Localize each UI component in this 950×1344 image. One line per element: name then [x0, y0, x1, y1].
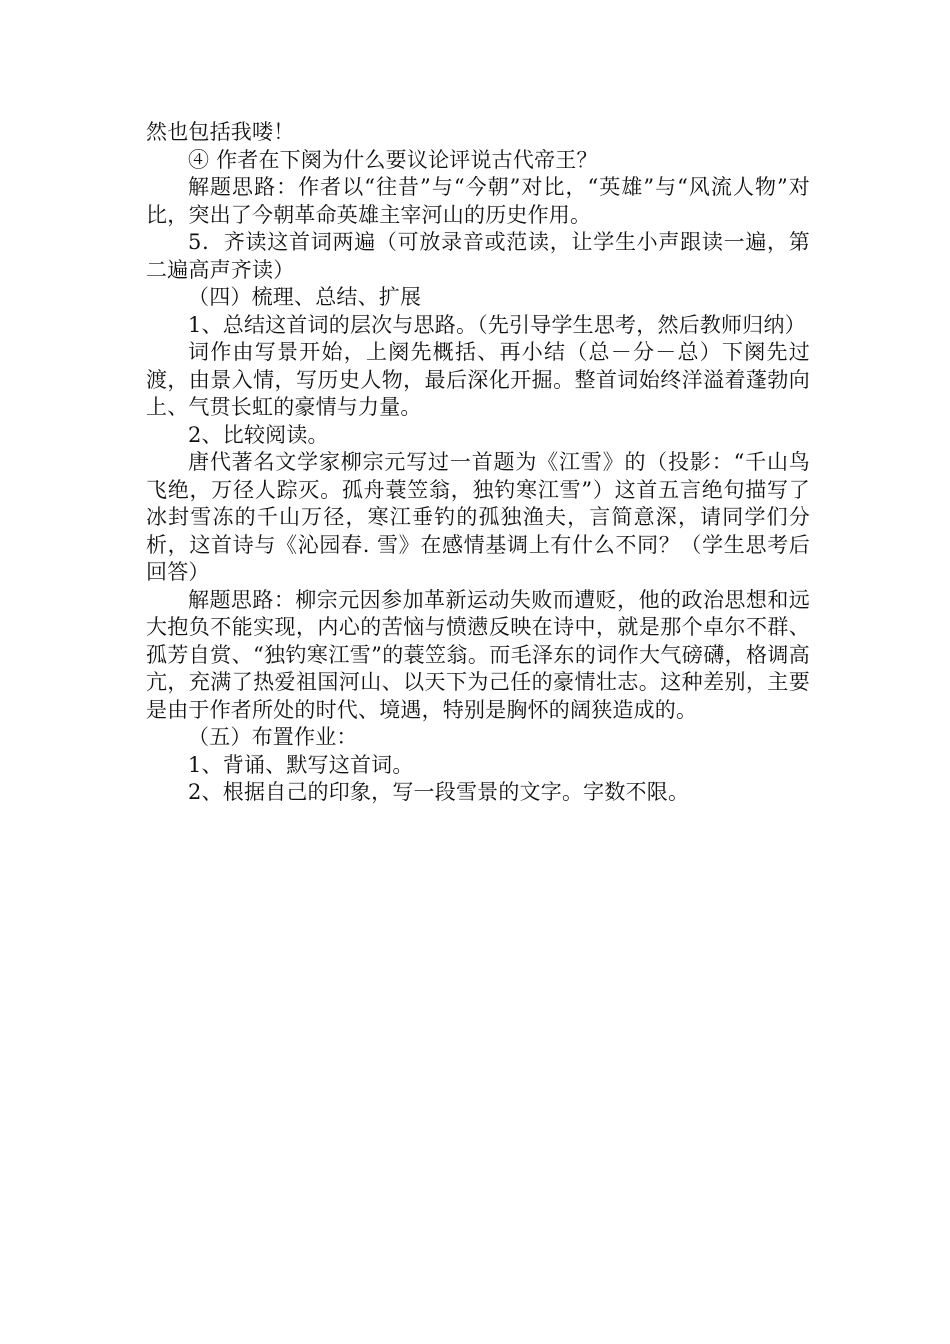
- paragraph-6: 1、总结这首词的层次与思路。（先引导学生思考，然后教师归纳）: [188, 312, 806, 337]
- paragraph-2: ④ 作者在下阕为什么要议论评说古代帝王？: [188, 147, 598, 172]
- section-heading-4: （四）梳理、总结、扩展: [188, 285, 422, 309]
- paragraph-8: 2、比较阅读。: [188, 422, 329, 447]
- document-body: [146, 119, 810, 807]
- section-heading-5: （五）布置作业：: [188, 725, 358, 749]
- paragraph-7: 词作由写景开始，上阕先概括、再小结（总－分－总）下阕先过渡，由景入情，写历史人物，最后深化开掘。整首词始终洋溢着蓬勃向上、气贯长虹的豪情与力量。: [146, 340, 810, 419]
- paragraph-12: 1、背诵、默写这首词。: [188, 752, 414, 777]
- paragraph-4: 5．齐读这首词两遍（可放录音或范读，让学生小声跟读一遍，第二遍高声齐读）: [146, 230, 810, 282]
- paragraph-13: 2、根据自己的印象，写一段雪景的文字。字数不限。: [188, 780, 690, 804]
- paragraph-9: 唐代著名文学家柳宗元写过一首题为《江雪》的（投影：“千山鸟飞绝，万径人踪灭。孤舟蓑笠翁，独钓寒江雪”）这首五言绝句描写了冰封雪冻的千山万径，寒江垂钓的孤独渔夫，言简意深，请同学们分析，这首诗与《沁园春. 雪》在感情基调上有什么不同？（学生思考后回答）: [146, 450, 810, 584]
- paragraph-10: 解题思路：柳宗元因参加革新运动失败而遭贬，他的政治思想和远大抱负不能实现，内心的苦恼与愤懑反映在诗中，就是那个卓尔不群、孤芳自赏、“独钓寒江雪”的蓑笠翁。而毛泽东的词作大气磅礴，格调高亢，充满了热爱祖国河山、以天下为己任的豪情壮志。这种差别，主要是由于作者所处的时代、境遇，特别是胸怀的阔狭造成的。: [146, 587, 810, 722]
- paragraph-3: 解题思路：作者以“往昔”与“今朝”对比，“英雄”与“风流人物”对比，突出了今朝革命英雄主宰河山的历史作用。: [146, 175, 810, 227]
- paragraph-1: 然也包括我喽！: [146, 120, 295, 144]
